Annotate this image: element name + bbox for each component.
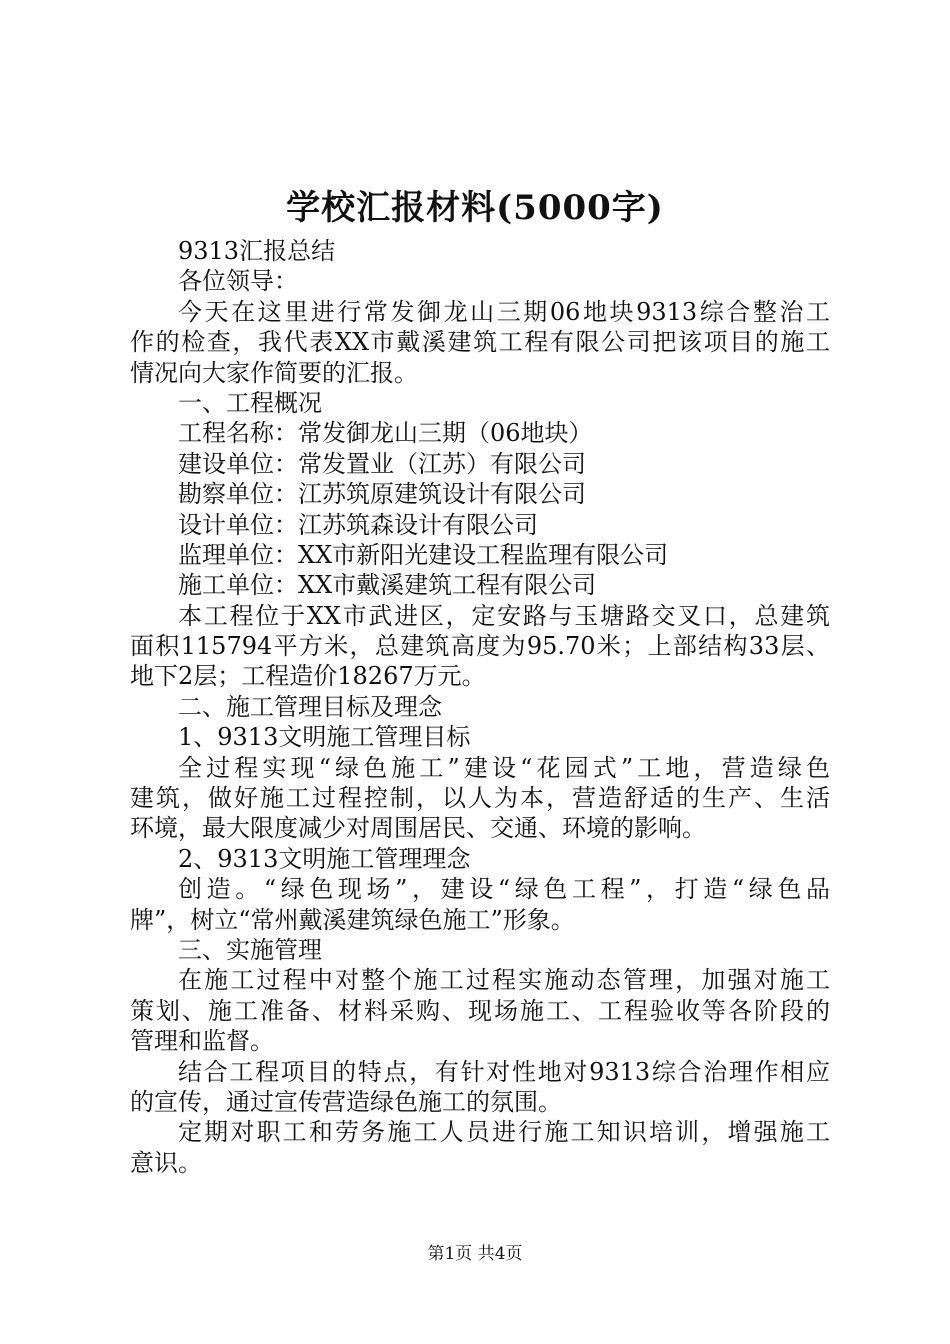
paragraph-line: 2、9313文明施工管理理念 (178, 844, 471, 873)
paragraph-line: 各位领导： (178, 267, 298, 296)
paragraph-line: 一、工程概况 (178, 388, 322, 417)
paragraph-line: 工程名称：常发御龙山三期（06地块） (178, 419, 593, 448)
paragraph-line: 牌”，树立“常州戴溪建筑绿色施工”形象。 (130, 905, 575, 934)
paragraph-line: 的宣传，通过宣传营造绿色施工的氛围。 (130, 1087, 562, 1116)
paragraph-line: 建筑，做好施工过程控制，以人为本，营造舒适的生产、生活 (130, 784, 830, 813)
paragraph-line: 地下2层；工程造价18267万元。 (130, 662, 486, 691)
paragraph-line: 勘察单位：江苏筑原建筑设计有限公司 (178, 480, 586, 509)
paragraph-line: 9313汇报总结 (178, 237, 336, 265)
page-footer: 第1页 共4页 (427, 1244, 523, 1264)
paragraph-line: 建设单位：常发置业（江苏）有限公司 (178, 449, 586, 478)
paragraph-line: 作的检查，我代表XX市戴溪建筑工程有限公司把该项目的施工 (130, 328, 830, 357)
paragraph-line: 监理单位：XX市新阳光建设工程监理有限公司 (178, 540, 669, 569)
paragraph-line: 今天在这里进行常发御龙山三期06地块9313综合整治工 (178, 297, 830, 326)
paragraph-line: 全过程实现“绿色施工”建设“花园式”工地，营造绿色 (178, 753, 830, 782)
document-body (130, 236, 830, 1178)
paragraph-line: 面积115794平方米，总建筑高度为95.70米；上部结构33层、 (130, 632, 830, 661)
paragraph-line: 定期对职工和劳务施工人员进行施工知识培训，增强施工 (178, 1118, 830, 1147)
paragraph-line: 创造。“绿色现场”，建设“绿色工程”，打造“绿色品 (178, 875, 830, 904)
paragraph-line: 设计单位：江苏筑森设计有限公司 (178, 510, 538, 539)
paragraph-line: 二、施工管理目标及理念 (178, 692, 442, 721)
document-title: 学校汇报材料(5000字) (286, 188, 664, 228)
paragraph-line: 1、9313文明施工管理目标 (178, 723, 471, 752)
paragraph-line: 在施工过程中对整个施工过程实施动态管理，加强对施工 (178, 966, 830, 995)
paragraph-line: 策划、施工准备、材料采购、现场施工、工程验收等各阶段的 (130, 996, 830, 1025)
paragraph-line: 三、实施管理 (178, 935, 322, 964)
paragraph-line: 意识。 (130, 1148, 202, 1177)
paragraph-line: 本工程位于XX市武进区，定安路与玉塘路交叉口，总建筑 (178, 601, 830, 630)
paragraph-line: 环境，最大限度减少对周围居民、交通、环境的影响。 (130, 814, 706, 843)
paragraph-line: 施工单位：XX市戴溪建筑工程有限公司 (178, 571, 597, 600)
paragraph-line: 情况向大家作简要的汇报。 (130, 358, 418, 387)
paragraph-line: 管理和监督。 (130, 1027, 274, 1056)
paragraph-line: 结合工程项目的特点，有针对性地对9313综合治理作相应 (178, 1057, 830, 1086)
